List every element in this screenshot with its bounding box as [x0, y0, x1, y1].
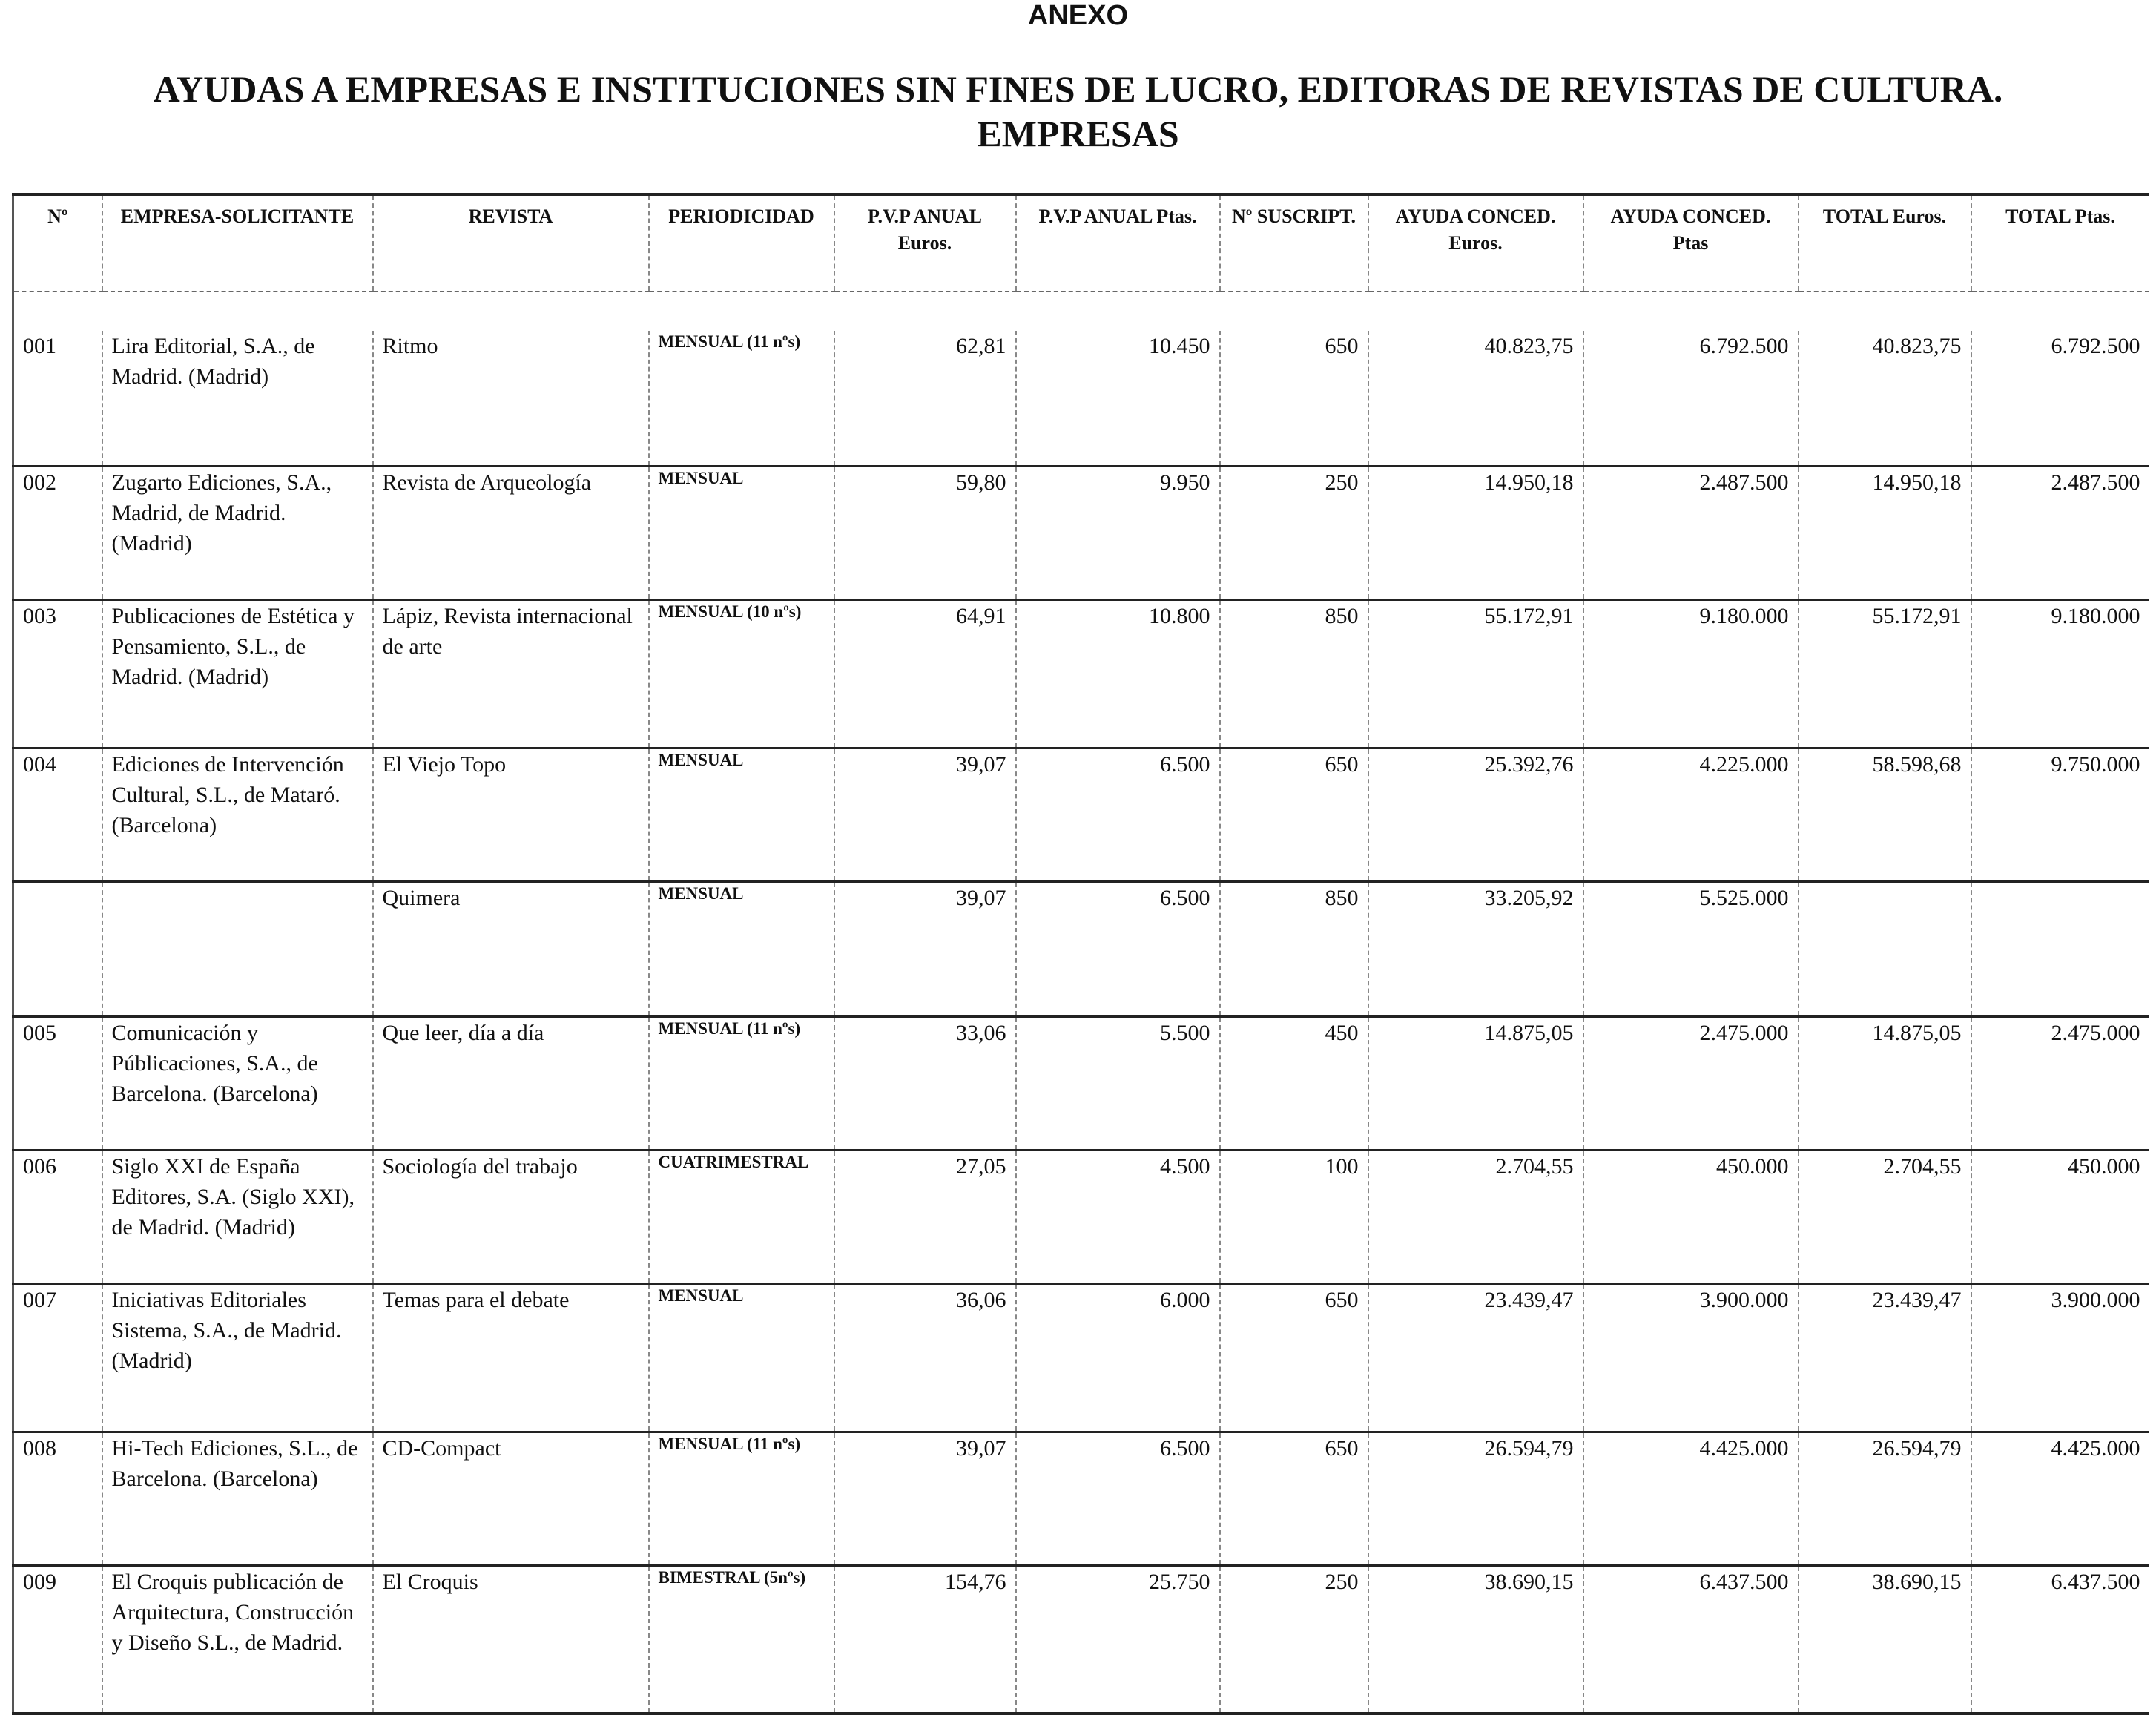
col-header-aid-ptas: AYUDA CONCED. Ptas — [1583, 194, 1799, 292]
cell-pvp-euros: 154,76 — [834, 1565, 1016, 1714]
col-header-total-euros: TOTAL Euros. — [1799, 194, 1971, 292]
cell-pvp-euros: 33,06 — [834, 1016, 1016, 1150]
cell-pvp-ptas: 10.800 — [1016, 599, 1220, 748]
cell-pvp-ptas: 25.750 — [1016, 1565, 1220, 1714]
cell-total-ptas — [1971, 881, 2149, 1016]
cell-company: Publicaciones de Estética y Pensamiento, S.L., de Madrid. (Madrid) — [102, 599, 373, 748]
cell-subscriptions: 850 — [1220, 881, 1368, 1016]
cell-periodicity: MENSUAL — [649, 748, 834, 881]
col-header-aid-euros: AYUDA CONCED. Euros. — [1368, 194, 1583, 292]
cell-pvp-ptas: 5.500 — [1016, 1016, 1220, 1150]
cell-no: 002 — [13, 466, 102, 599]
cell-pvp-euros: 64,91 — [834, 599, 1016, 748]
cell-total-euros: 40.823,75 — [1799, 331, 1971, 466]
title-line-1: AYUDAS A EMPRESAS E INSTITUCIONES SIN FINES DE LUCRO, EDITORAS DE REVISTAS DE CULTURA. — [153, 68, 2003, 110]
cell-no: 008 — [13, 1432, 102, 1565]
table-row — [13, 1150, 2149, 1283]
cell-aid-euros: 14.950,18 — [1368, 466, 1583, 599]
cell-total-euros: 26.594,79 — [1799, 1432, 1971, 1565]
cell-magazine: Lápiz, Revista internacional de arte — [373, 599, 649, 748]
cell-subscriptions: 250 — [1220, 466, 1368, 599]
cell-total-ptas: 2.475.000 — [1971, 1016, 2149, 1150]
cell-aid-euros: 25.392,76 — [1368, 748, 1583, 881]
cell-total-ptas: 4.425.000 — [1971, 1432, 2149, 1565]
cell-pvp-euros: 59,80 — [834, 466, 1016, 599]
cell-aid-euros: 14.875,05 — [1368, 1016, 1583, 1150]
cell-periodicity: MENSUAL (11 nºs) — [649, 1016, 834, 1150]
col-header-company: EMPRESA-SOLICITANTE — [102, 194, 373, 292]
table-row — [13, 1432, 2149, 1565]
cell-company: Comunicación y Públicaciones, S.A., de Barcelona. (Barcelona) — [102, 1016, 373, 1150]
col-header-total-ptas: TOTAL Ptas. — [1971, 194, 2149, 292]
cell-no: 006 — [13, 1150, 102, 1283]
col-header-pvp-euros: P.V.P ANUAL Euros. — [834, 194, 1016, 292]
cell-subscriptions: 100 — [1220, 1150, 1368, 1283]
cell-periodicity: MENSUAL — [649, 881, 834, 1016]
cell-total-euros — [1799, 881, 1971, 1016]
cell-pvp-euros: 39,07 — [834, 748, 1016, 881]
cell-no: 003 — [13, 599, 102, 748]
cell-total-euros: 58.598,68 — [1799, 748, 1971, 881]
table-body — [13, 331, 2149, 1714]
cell-subscriptions: 450 — [1220, 1016, 1368, 1150]
cell-aid-ptas: 4.225.000 — [1583, 748, 1799, 881]
cell-no: 005 — [13, 1016, 102, 1150]
cell-aid-euros: 33.205,92 — [1368, 881, 1583, 1016]
cell-pvp-euros: 39,07 — [834, 1432, 1016, 1565]
table-row — [13, 748, 2149, 881]
title-line-2: EMPRESAS — [977, 113, 1179, 154]
cell-no: 009 — [13, 1565, 102, 1714]
cell-subscriptions: 650 — [1220, 748, 1368, 881]
col-header-no: Nº — [13, 194, 102, 292]
cell-pvp-ptas: 6.500 — [1016, 748, 1220, 881]
cell-total-euros: 14.950,18 — [1799, 466, 1971, 599]
cell-aid-ptas: 4.425.000 — [1583, 1432, 1799, 1565]
col-header-subscriptions: Nº SUSCRIPT. — [1220, 194, 1368, 292]
table-row — [13, 1565, 2149, 1714]
cell-periodicity: MENSUAL (11 nºs) — [649, 331, 834, 466]
header-spacer — [13, 292, 2149, 331]
cell-periodicity: MENSUAL (10 nºs) — [649, 599, 834, 748]
cell-total-euros: 55.172,91 — [1799, 599, 1971, 748]
grants-table — [12, 193, 2149, 1715]
cell-company: Ediciones de Intervención Cultural, S.L., de Mataró. (Barcelona) — [102, 748, 373, 881]
cell-company: Lira Editorial, S.A., de Madrid. (Madrid) — [102, 331, 373, 466]
cell-pvp-ptas: 6.000 — [1016, 1283, 1220, 1432]
col-header-periodicity: PERIODICIDAD — [649, 194, 834, 292]
cell-periodicity: CUATRIMESTRAL — [649, 1150, 834, 1283]
col-header-magazine: REVISTA — [373, 194, 649, 292]
cell-total-ptas: 9.750.000 — [1971, 748, 2149, 881]
cell-subscriptions: 650 — [1220, 1283, 1368, 1432]
cell-pvp-ptas: 6.500 — [1016, 881, 1220, 1016]
table-row — [13, 1283, 2149, 1432]
cell-no: 004 — [13, 748, 102, 881]
cell-magazine: Que leer, día a día — [373, 1016, 649, 1150]
cell-magazine: Quimera — [373, 881, 649, 1016]
cell-company: Hi-Tech Ediciones, S.L., de Barcelona. (Barcelona) — [102, 1432, 373, 1565]
table-row — [13, 599, 2149, 748]
table-row — [13, 331, 2149, 466]
cell-total-euros: 14.875,05 — [1799, 1016, 1971, 1150]
cell-pvp-euros: 36,06 — [834, 1283, 1016, 1432]
cell-no — [13, 881, 102, 1016]
cell-total-ptas: 3.900.000 — [1971, 1283, 2149, 1432]
document-title — [44, 67, 2112, 156]
cell-magazine: Temas para el debate — [373, 1283, 649, 1432]
cell-total-ptas: 6.792.500 — [1971, 331, 2149, 466]
cell-pvp-ptas: 9.950 — [1016, 466, 1220, 599]
annex-label: ANEXO — [1027, 0, 1129, 31]
cell-periodicity: BIMESTRAL (5nºs) — [649, 1565, 834, 1714]
cell-aid-ptas: 6.792.500 — [1583, 331, 1799, 466]
cell-pvp-ptas: 6.500 — [1016, 1432, 1220, 1565]
cell-pvp-euros: 39,07 — [834, 881, 1016, 1016]
cell-aid-euros: 2.704,55 — [1368, 1150, 1583, 1283]
cell-subscriptions: 650 — [1220, 331, 1368, 466]
cell-aid-ptas: 450.000 — [1583, 1150, 1799, 1283]
header-row — [13, 194, 2149, 292]
cell-total-ptas: 6.437.500 — [1971, 1565, 2149, 1714]
cell-total-euros: 38.690,15 — [1799, 1565, 1971, 1714]
cell-periodicity: MENSUAL — [649, 466, 834, 599]
cell-total-ptas: 9.180.000 — [1971, 599, 2149, 748]
cell-magazine: CD-Compact — [373, 1432, 649, 1565]
cell-magazine: El Viejo Topo — [373, 748, 649, 881]
cell-periodicity: MENSUAL (11 nºs) — [649, 1432, 834, 1565]
cell-no: 001 — [13, 331, 102, 466]
cell-pvp-ptas: 4.500 — [1016, 1150, 1220, 1283]
cell-pvp-euros: 62,81 — [834, 331, 1016, 466]
cell-magazine: Sociología del trabajo — [373, 1150, 649, 1283]
table-row — [13, 466, 2149, 599]
cell-company: El Croquis publicación de Arquitectura, Construcción y Diseño S.L., de Madrid. — [102, 1565, 373, 1714]
table-row — [13, 1016, 2149, 1150]
cell-aid-ptas: 6.437.500 — [1583, 1565, 1799, 1714]
cell-aid-ptas: 2.487.500 — [1583, 466, 1799, 599]
cell-no: 007 — [13, 1283, 102, 1432]
cell-aid-ptas: 2.475.000 — [1583, 1016, 1799, 1150]
cell-company: Siglo XXI de España Editores, S.A. (Siglo XXI), de Madrid. (Madrid) — [102, 1150, 373, 1283]
cell-aid-ptas: 9.180.000 — [1583, 599, 1799, 748]
cell-subscriptions: 650 — [1220, 1432, 1368, 1565]
table-row — [13, 881, 2149, 1016]
cell-company — [102, 881, 373, 1016]
cell-aid-ptas: 5.525.000 — [1583, 881, 1799, 1016]
cell-subscriptions: 850 — [1220, 599, 1368, 748]
cell-magazine: Ritmo — [373, 331, 649, 466]
cell-total-euros: 23.439,47 — [1799, 1283, 1971, 1432]
cell-magazine: El Croquis — [373, 1565, 649, 1714]
cell-total-ptas: 2.487.500 — [1971, 466, 2149, 599]
cell-aid-euros: 38.690,15 — [1368, 1565, 1583, 1714]
cell-pvp-euros: 27,05 — [834, 1150, 1016, 1283]
cell-total-euros: 2.704,55 — [1799, 1150, 1971, 1283]
cell-aid-euros: 55.172,91 — [1368, 599, 1583, 748]
cell-company: Iniciativas Editoriales Sistema, S.A., de Madrid. (Madrid) — [102, 1283, 373, 1432]
cell-aid-euros: 26.594,79 — [1368, 1432, 1583, 1565]
cell-company: Zugarto Ediciones, S.A., Madrid, de Madrid. (Madrid) — [102, 466, 373, 599]
cell-periodicity: MENSUAL — [649, 1283, 834, 1432]
cell-aid-ptas: 3.900.000 — [1583, 1283, 1799, 1432]
col-header-pvp-ptas: P.V.P ANUAL Ptas. — [1016, 194, 1220, 292]
cell-aid-euros: 40.823,75 — [1368, 331, 1583, 466]
cell-subscriptions: 250 — [1220, 1565, 1368, 1714]
cell-aid-euros: 23.439,47 — [1368, 1283, 1583, 1432]
cell-total-ptas: 450.000 — [1971, 1150, 2149, 1283]
cell-magazine: Revista de Arqueología — [373, 466, 649, 599]
cell-pvp-ptas: 10.450 — [1016, 331, 1220, 466]
